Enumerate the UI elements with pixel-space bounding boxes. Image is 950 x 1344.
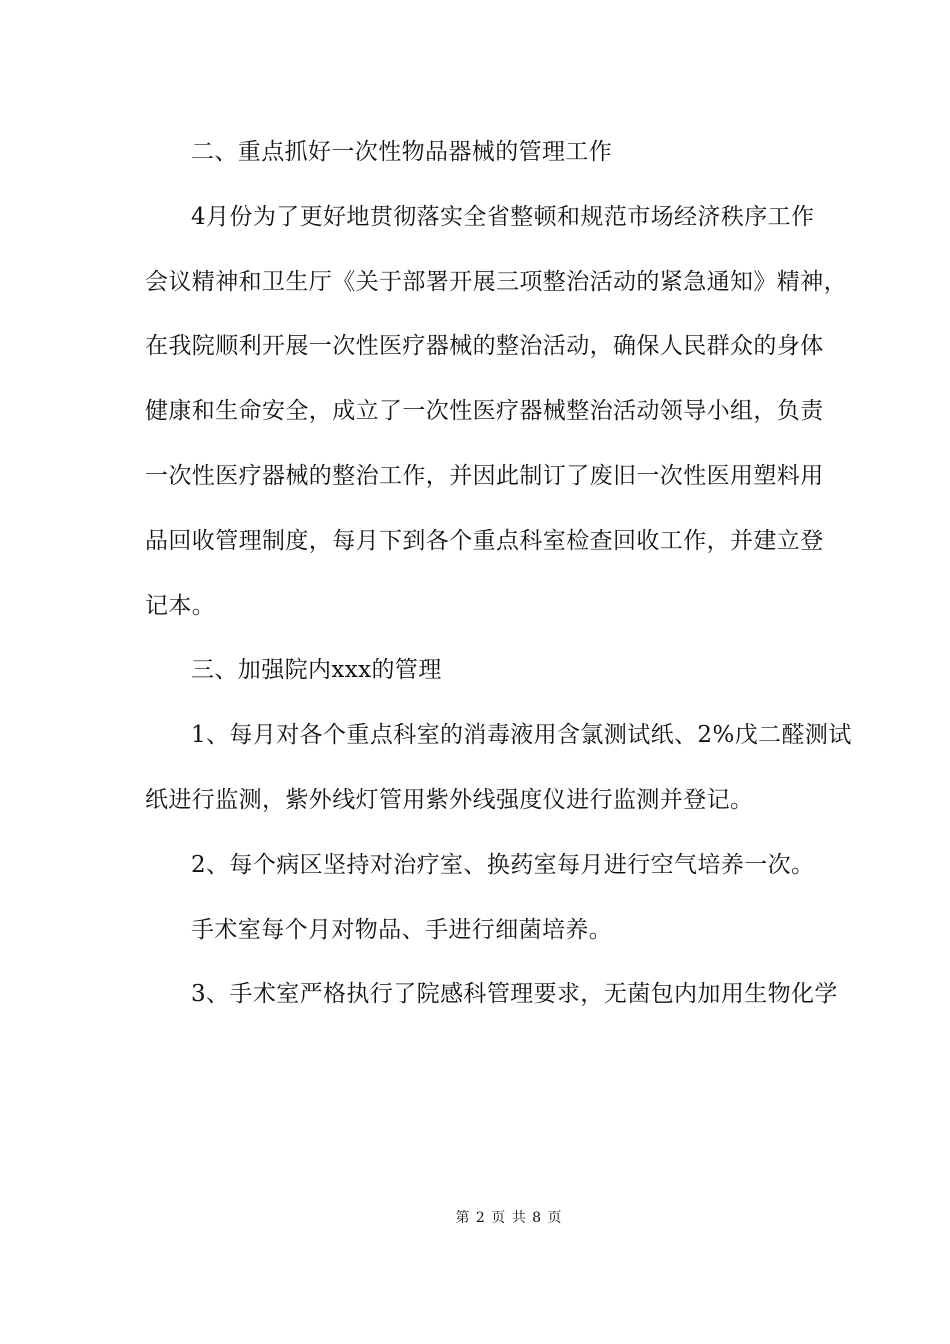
paragraph-line: 记本。 bbox=[145, 592, 216, 619]
section-heading-3: 三、加强院内xxx的管理 bbox=[191, 657, 442, 684]
paragraph-line: 手术室每个月对物品、手进行细菌培养。 bbox=[191, 916, 613, 943]
paragraph-line: 2、每个病区坚持对治疗室、换药室每月进行空气培养一次。 bbox=[191, 851, 815, 878]
paragraph-line: 会议精神和卫生厅《关于部署开展三项整治活动的紧急通知》精神， bbox=[145, 268, 847, 295]
paragraph-line: 4月份为了更好地贯彻落实全省整顿和规范市场经济秩序工作 bbox=[191, 203, 815, 230]
paragraph-line: 健康和生命安全，成立了一次性医疗器械整治活动领导小组，负责 bbox=[145, 398, 824, 425]
paragraph-line: 品回收管理制度，每月下到各个重点科室检查回收工作，并建立登 bbox=[145, 527, 824, 554]
paragraph-line: 在我院顺利开展一次性医疗器械的整治活动，确保人民群众的身体 bbox=[145, 333, 824, 360]
paragraph-line: 1、每月对各个重点科室的消毒液用含氯测试纸、2%戊二醛测试 bbox=[191, 722, 852, 749]
section-heading-2: 二、重点抓好一次性物品器械的管理工作 bbox=[191, 139, 613, 165]
document-body bbox=[145, 129, 852, 1036]
page-number-footer: 第 2 页 共 8 页 bbox=[455, 1210, 563, 1226]
paragraph-line: 一次性医疗器械的整治工作，并因此制订了废旧一次性医用塑料用 bbox=[145, 462, 824, 489]
paragraph-line: 3、手术室严格执行了院感科管理要求，无菌包内加用生物化学 bbox=[191, 981, 838, 1008]
paragraph-line: 纸进行监测，紫外线灯管用紫外线强度仪进行监测并登记。 bbox=[145, 786, 754, 813]
